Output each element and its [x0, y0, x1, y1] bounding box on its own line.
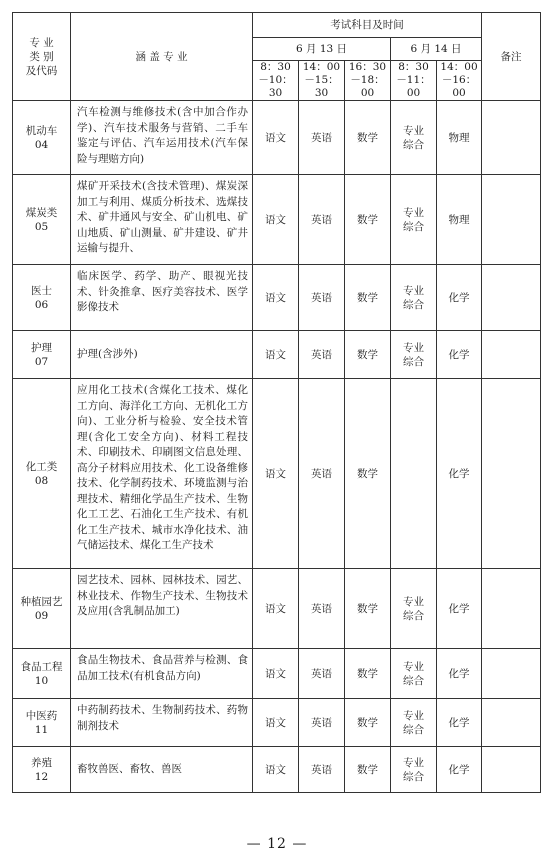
remark-cell [482, 175, 541, 265]
subject-cell: 化学 [437, 379, 482, 569]
subject-line: 综合 [403, 138, 424, 151]
coverage-cell: 临床医学、药学、助产、眼视光技术、针灸推拿、医疗美容技术、医学影像技术 [71, 265, 253, 331]
time-start: 8：30 [398, 61, 429, 73]
subject-cell: 数学 [345, 265, 391, 331]
category-name: 医士 [31, 284, 52, 297]
subject-cell: 物理 [437, 175, 482, 265]
subject-cell: 语文 [253, 175, 299, 265]
table-row [13, 747, 541, 793]
subject-line: 专业 [403, 206, 424, 219]
category-name: 护理 [31, 341, 52, 354]
remark-cell [482, 649, 541, 699]
table-row [13, 699, 541, 747]
subject-line: 专业 [403, 124, 424, 137]
category-code: 08 [34, 474, 49, 487]
exam-schedule-table [12, 12, 541, 793]
subject-cell: 英语 [299, 649, 345, 699]
coverage-cell: 护理(含涉外) [71, 331, 253, 379]
header-time-4 [391, 61, 437, 101]
remark-cell [482, 331, 541, 379]
remark-cell [482, 699, 541, 747]
subject-cell: 数学 [345, 101, 391, 175]
subject-line: 专业 [403, 660, 424, 673]
coverage-cell: 应用化工技术(含煤化工技术、煤化工方向、海洋化工方向、无机化工方向)、工业分析与检验、安全技术管理(含化工安全方向)、材料工程技术、印刷技术、印刷图文信息处理、高分子材料应用技术、化工设备维修技术、化学制药技术、环境监测与治理技术、精细化学品生产技术、生物化工工艺、石油化工生产技术、有机化工生产技术、城市水净化技术、油气储运技术、煤化工生产技术 [71, 379, 253, 569]
category-cell [13, 649, 71, 699]
table-row [13, 101, 541, 175]
subject-cell [391, 747, 437, 793]
subject-cell: 数学 [345, 649, 391, 699]
remark-cell [482, 379, 541, 569]
subject-cell: 英语 [299, 101, 345, 175]
remark-cell [482, 265, 541, 331]
header-remark: 备注 [482, 13, 541, 101]
subject-cell: 数学 [345, 699, 391, 747]
subject-cell [391, 699, 437, 747]
header-time-5 [437, 61, 482, 101]
time-end: －18：00 [350, 74, 385, 99]
subject-line: 综合 [403, 220, 424, 233]
category-cell [13, 331, 71, 379]
subject-cell [391, 379, 437, 569]
subject-line: 专业 [403, 284, 424, 297]
remark-cell [482, 569, 541, 649]
time-end: －16：00 [441, 74, 477, 99]
category-code: 04 [34, 138, 49, 151]
coverage-cell: 畜牧兽医、畜牧、兽医 [71, 747, 253, 793]
subject-line: 专业 [403, 341, 424, 354]
time-start: 8：30 [260, 61, 291, 73]
coverage-cell: 食品生物技术、食品营养与检测、食品加工技术(有机食品方向) [71, 649, 253, 699]
header-time-3 [345, 61, 391, 101]
subject-cell: 物理 [437, 101, 482, 175]
coverage-cell: 中药制药技术、生物制药技术、药物制剂技术 [71, 699, 253, 747]
subject-cell: 语文 [253, 569, 299, 649]
subject-cell [391, 101, 437, 175]
header-category-line1: 专 业 [29, 36, 54, 49]
subject-cell: 英语 [299, 265, 345, 331]
subject-cell: 化学 [437, 331, 482, 379]
category-name: 煤炭类 [25, 206, 58, 219]
header-category-line2: 类 别 [29, 50, 54, 63]
time-end: －15：30 [304, 74, 339, 99]
time-start: 14：00 [440, 61, 478, 73]
subject-cell: 化学 [437, 747, 482, 793]
subject-line: 综合 [403, 298, 424, 311]
coverage-cell: 煤矿开采技术(含技术管理)、煤炭深加工与利用、煤质分析技术、选煤技术、矿井通风与安全、矿山机电、矿山地质、矿山测量、矿井建设、矿井运输与提升、 [71, 175, 253, 265]
subject-cell: 英语 [299, 747, 345, 793]
subject-line: 综合 [403, 770, 424, 783]
subject-cell: 语文 [253, 649, 299, 699]
category-code: 05 [34, 220, 49, 233]
subject-cell: 语文 [253, 331, 299, 379]
time-start: 16：30 [348, 61, 387, 73]
header-category-line3: 及代码 [25, 64, 58, 77]
subject-line: 综合 [403, 674, 424, 687]
remark-cell [482, 101, 541, 175]
category-code: 07 [34, 355, 49, 368]
header-date-1: 6 月 13 日 [253, 38, 391, 61]
category-name: 机动车 [25, 124, 58, 137]
category-name: 化工类 [25, 460, 58, 473]
time-start: 14：00 [302, 61, 341, 73]
subject-cell: 语文 [253, 265, 299, 331]
subject-cell: 语文 [253, 379, 299, 569]
table-row [13, 649, 541, 699]
header-time-1 [253, 61, 299, 101]
category-code: 10 [34, 674, 49, 687]
subject-cell: 化学 [437, 569, 482, 649]
subject-cell: 英语 [299, 699, 345, 747]
page-number: — 12 — [246, 836, 308, 852]
subject-line: 专业 [403, 756, 424, 769]
header-category [13, 13, 71, 101]
category-code: 11 [34, 723, 49, 736]
header-exam-title: 考试科目及时间 [253, 13, 482, 38]
header-time-2 [299, 61, 345, 101]
category-code: 09 [34, 609, 49, 622]
table-row [13, 569, 541, 649]
subject-cell: 化学 [437, 699, 482, 747]
category-name: 种植园艺 [20, 595, 63, 608]
header-coverage: 涵 盖 专 业 [71, 13, 253, 101]
category-cell [13, 699, 71, 747]
category-cell [13, 569, 71, 649]
subject-line: 综合 [403, 355, 424, 368]
subject-cell: 语文 [253, 747, 299, 793]
table-row [13, 379, 541, 569]
category-cell [13, 175, 71, 265]
category-name: 食品工程 [20, 660, 63, 673]
subject-line: 综合 [403, 609, 424, 622]
subject-cell: 化学 [437, 265, 482, 331]
table-row [13, 175, 541, 265]
subject-line: 专业 [403, 709, 424, 722]
time-end: －10：30 [258, 74, 293, 99]
subject-cell: 数学 [345, 175, 391, 265]
coverage-cell: 汽车检测与维修技术(含中加合作办学)、汽车技术服务与营销、二手车鉴定与评估、汽车运用技术(汽车保险与理赔方向) [71, 101, 253, 175]
subject-cell: 语文 [253, 101, 299, 175]
category-cell [13, 747, 71, 793]
subject-cell [391, 175, 437, 265]
category-name: 养殖 [31, 756, 52, 769]
subject-cell: 英语 [299, 569, 345, 649]
subject-cell: 英语 [299, 379, 345, 569]
subject-cell: 数学 [345, 747, 391, 793]
subject-cell [391, 649, 437, 699]
coverage-cell: 园艺技术、园林、园林技术、园艺、林业技术、作物生产技术、生物技术及应用(含乳制品加工) [71, 569, 253, 649]
subject-line: 专业 [403, 595, 424, 608]
subject-cell [391, 331, 437, 379]
subject-cell: 数学 [345, 569, 391, 649]
remark-cell [482, 747, 541, 793]
table-row [13, 265, 541, 331]
subject-cell: 数学 [345, 331, 391, 379]
subject-cell: 数学 [345, 379, 391, 569]
subject-cell: 英语 [299, 331, 345, 379]
subject-cell: 语文 [253, 699, 299, 747]
category-code: 12 [34, 770, 49, 783]
category-cell [13, 101, 71, 175]
header-date-2: 6 月 14 日 [391, 38, 482, 61]
table-row [13, 331, 541, 379]
subject-cell [391, 569, 437, 649]
subject-cell: 化学 [437, 649, 482, 699]
category-cell [13, 265, 71, 331]
subject-line: 综合 [403, 723, 424, 736]
category-name: 中医药 [25, 709, 58, 722]
time-end: －11：00 [396, 74, 431, 99]
subject-cell: 英语 [299, 175, 345, 265]
category-cell [13, 379, 71, 569]
subject-cell [391, 265, 437, 331]
category-code: 06 [34, 298, 49, 311]
